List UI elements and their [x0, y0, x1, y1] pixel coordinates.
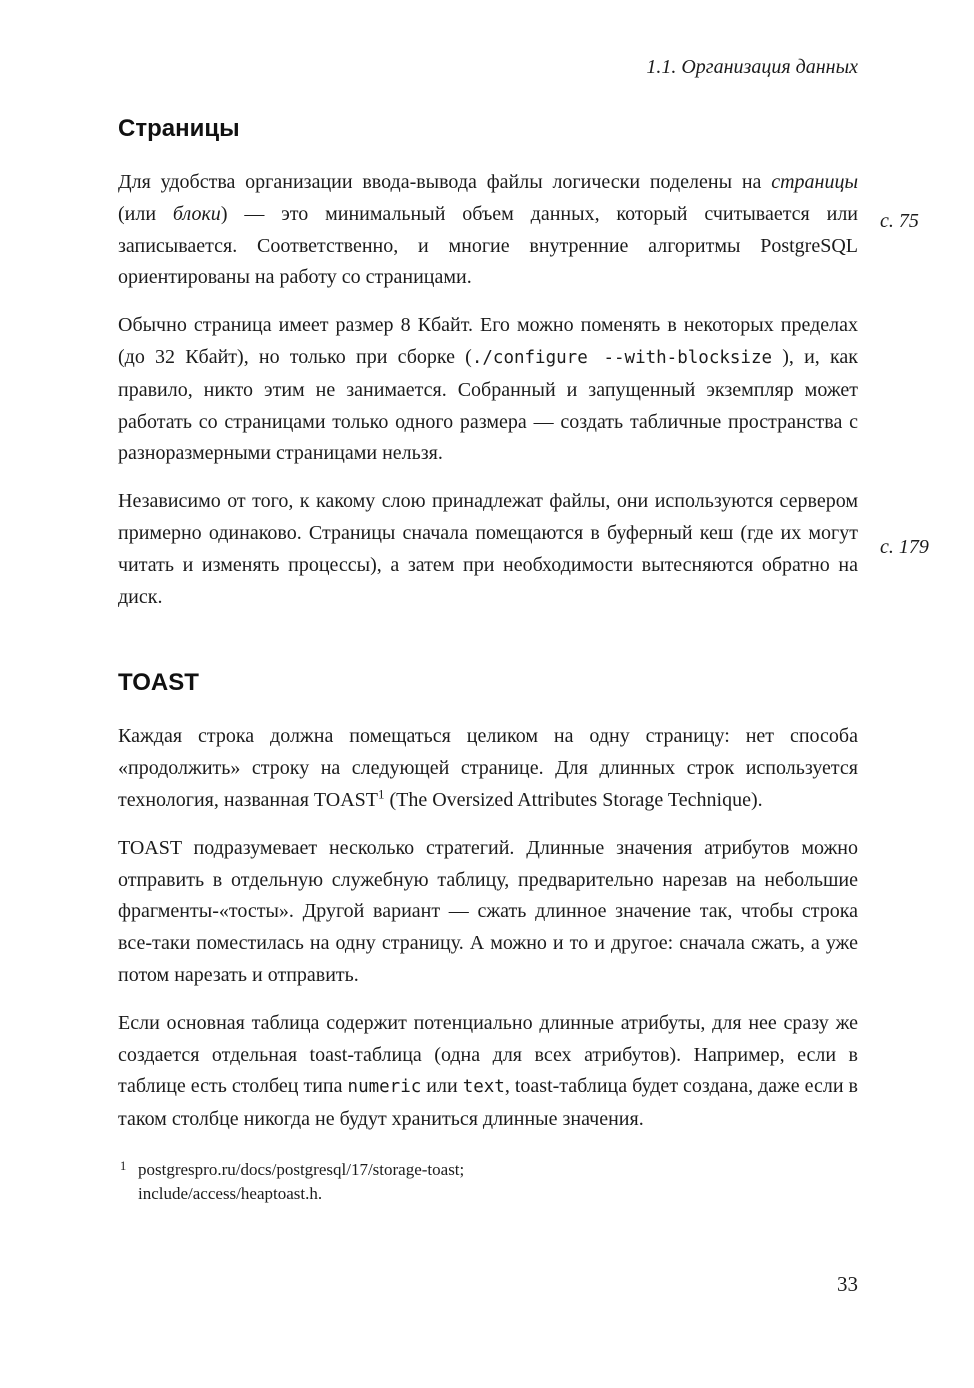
text-run: (или — [118, 202, 173, 225]
code-run: numeric — [347, 1077, 422, 1098]
footnote-line: include/access/heaptoast.h. — [138, 1183, 323, 1203]
page-number: 33 — [837, 1272, 858, 1296]
text-run: Для удобства организации ввода-вывода файлы логически поделены на — [118, 171, 772, 193]
text-run: Каждая строка должна помещаться целиком на одну страницу: нет способа «продолжить» строку на следующей странице. Для длинных строк используется технология, названная TOAST — [118, 725, 858, 811]
footnote-line: postgrespro.ru/docs/postgresql/17/storage-toast; — [138, 1159, 465, 1179]
italic-term: блоки — [172, 202, 221, 225]
running-header: 1.1. Организация данных — [646, 56, 858, 78]
text-run: Если основная таблица содержит потенциально длинные атрибуты, для нее сразу же создается отдельная toast-таблица (одна для всех атрибутов). Например, если в таблице есть столбец типа — [118, 1011, 858, 1098]
margin-note-p75: с. 75 — [880, 210, 919, 232]
footnote-reference: 1 — [377, 786, 385, 802]
code-run: ./configure --with-blocksize — [471, 347, 773, 368]
paragraph-toast-strategies — [118, 833, 858, 992]
text-run: , toast-таблица будет создана, даже если в таком столбце никогда не будут храниться длинные значения. — [118, 1075, 858, 1131]
paragraph-toast-table — [118, 1008, 858, 1136]
paragraph-pages-intro — [118, 167, 858, 294]
paragraph-buffer-cache — [118, 486, 858, 613]
margin-note-p179: с. 179 — [880, 536, 929, 558]
text-run: (The Oversized Attributes Storage Technique). — [384, 788, 763, 811]
footnote-marker: 1 — [120, 1158, 127, 1173]
code-run: text — [462, 1077, 505, 1098]
footnote — [118, 1158, 858, 1206]
text-column — [118, 0, 858, 1206]
paragraph-page-size — [118, 310, 858, 470]
section-heading-toast: TOAST — [118, 669, 199, 697]
text-run: Обычно страница имеет размер 8 Кбайт. Его можно поменять в некоторых пределах (до 32 Кбайт), но только при сборке ( — [118, 314, 858, 368]
text-run: или — [421, 1075, 463, 1098]
text-run: ) — это минимальный объем данных, который считывается или записывается. Соответственно, и многие внутренние алгоритмы PostgreSQL ориентированы на работу со страницами. — [118, 202, 859, 289]
section-heading-stranitsy: Страницы — [118, 115, 240, 142]
italic-term: страницы — [771, 171, 858, 193]
paragraph-toast-intro — [118, 721, 858, 816]
text-run: TOAST подразумевает несколько стратегий. Длинные значения атрибутов можно отправить в отдельную служебную таблицу, предварительно нарезав на небольшие фрагменты-«тосты». Другой вариант — сжать длинное значение так, чтобы строка все-таки поместилась на одну страницу. А можно и то и другое: сначала сжать, а уже потом нарезать и отправить. — [118, 836, 858, 986]
text-run: ), и, как правило, никто этим не занимается. Собранный и запущенный экземпляр может работать со страницами только одного размера — создать табличные пространства с разноразмерными страницами нельзя. — [118, 345, 858, 465]
text-run: Независимо от того, к какому слою принадлежат файлы, они используются сервером примерно одинаково. Страницы сначала помещаются в буферный кеш (где их могут читать и изменять процессы), а затем при необходимости вытесняются обратно на диск. — [118, 490, 858, 608]
